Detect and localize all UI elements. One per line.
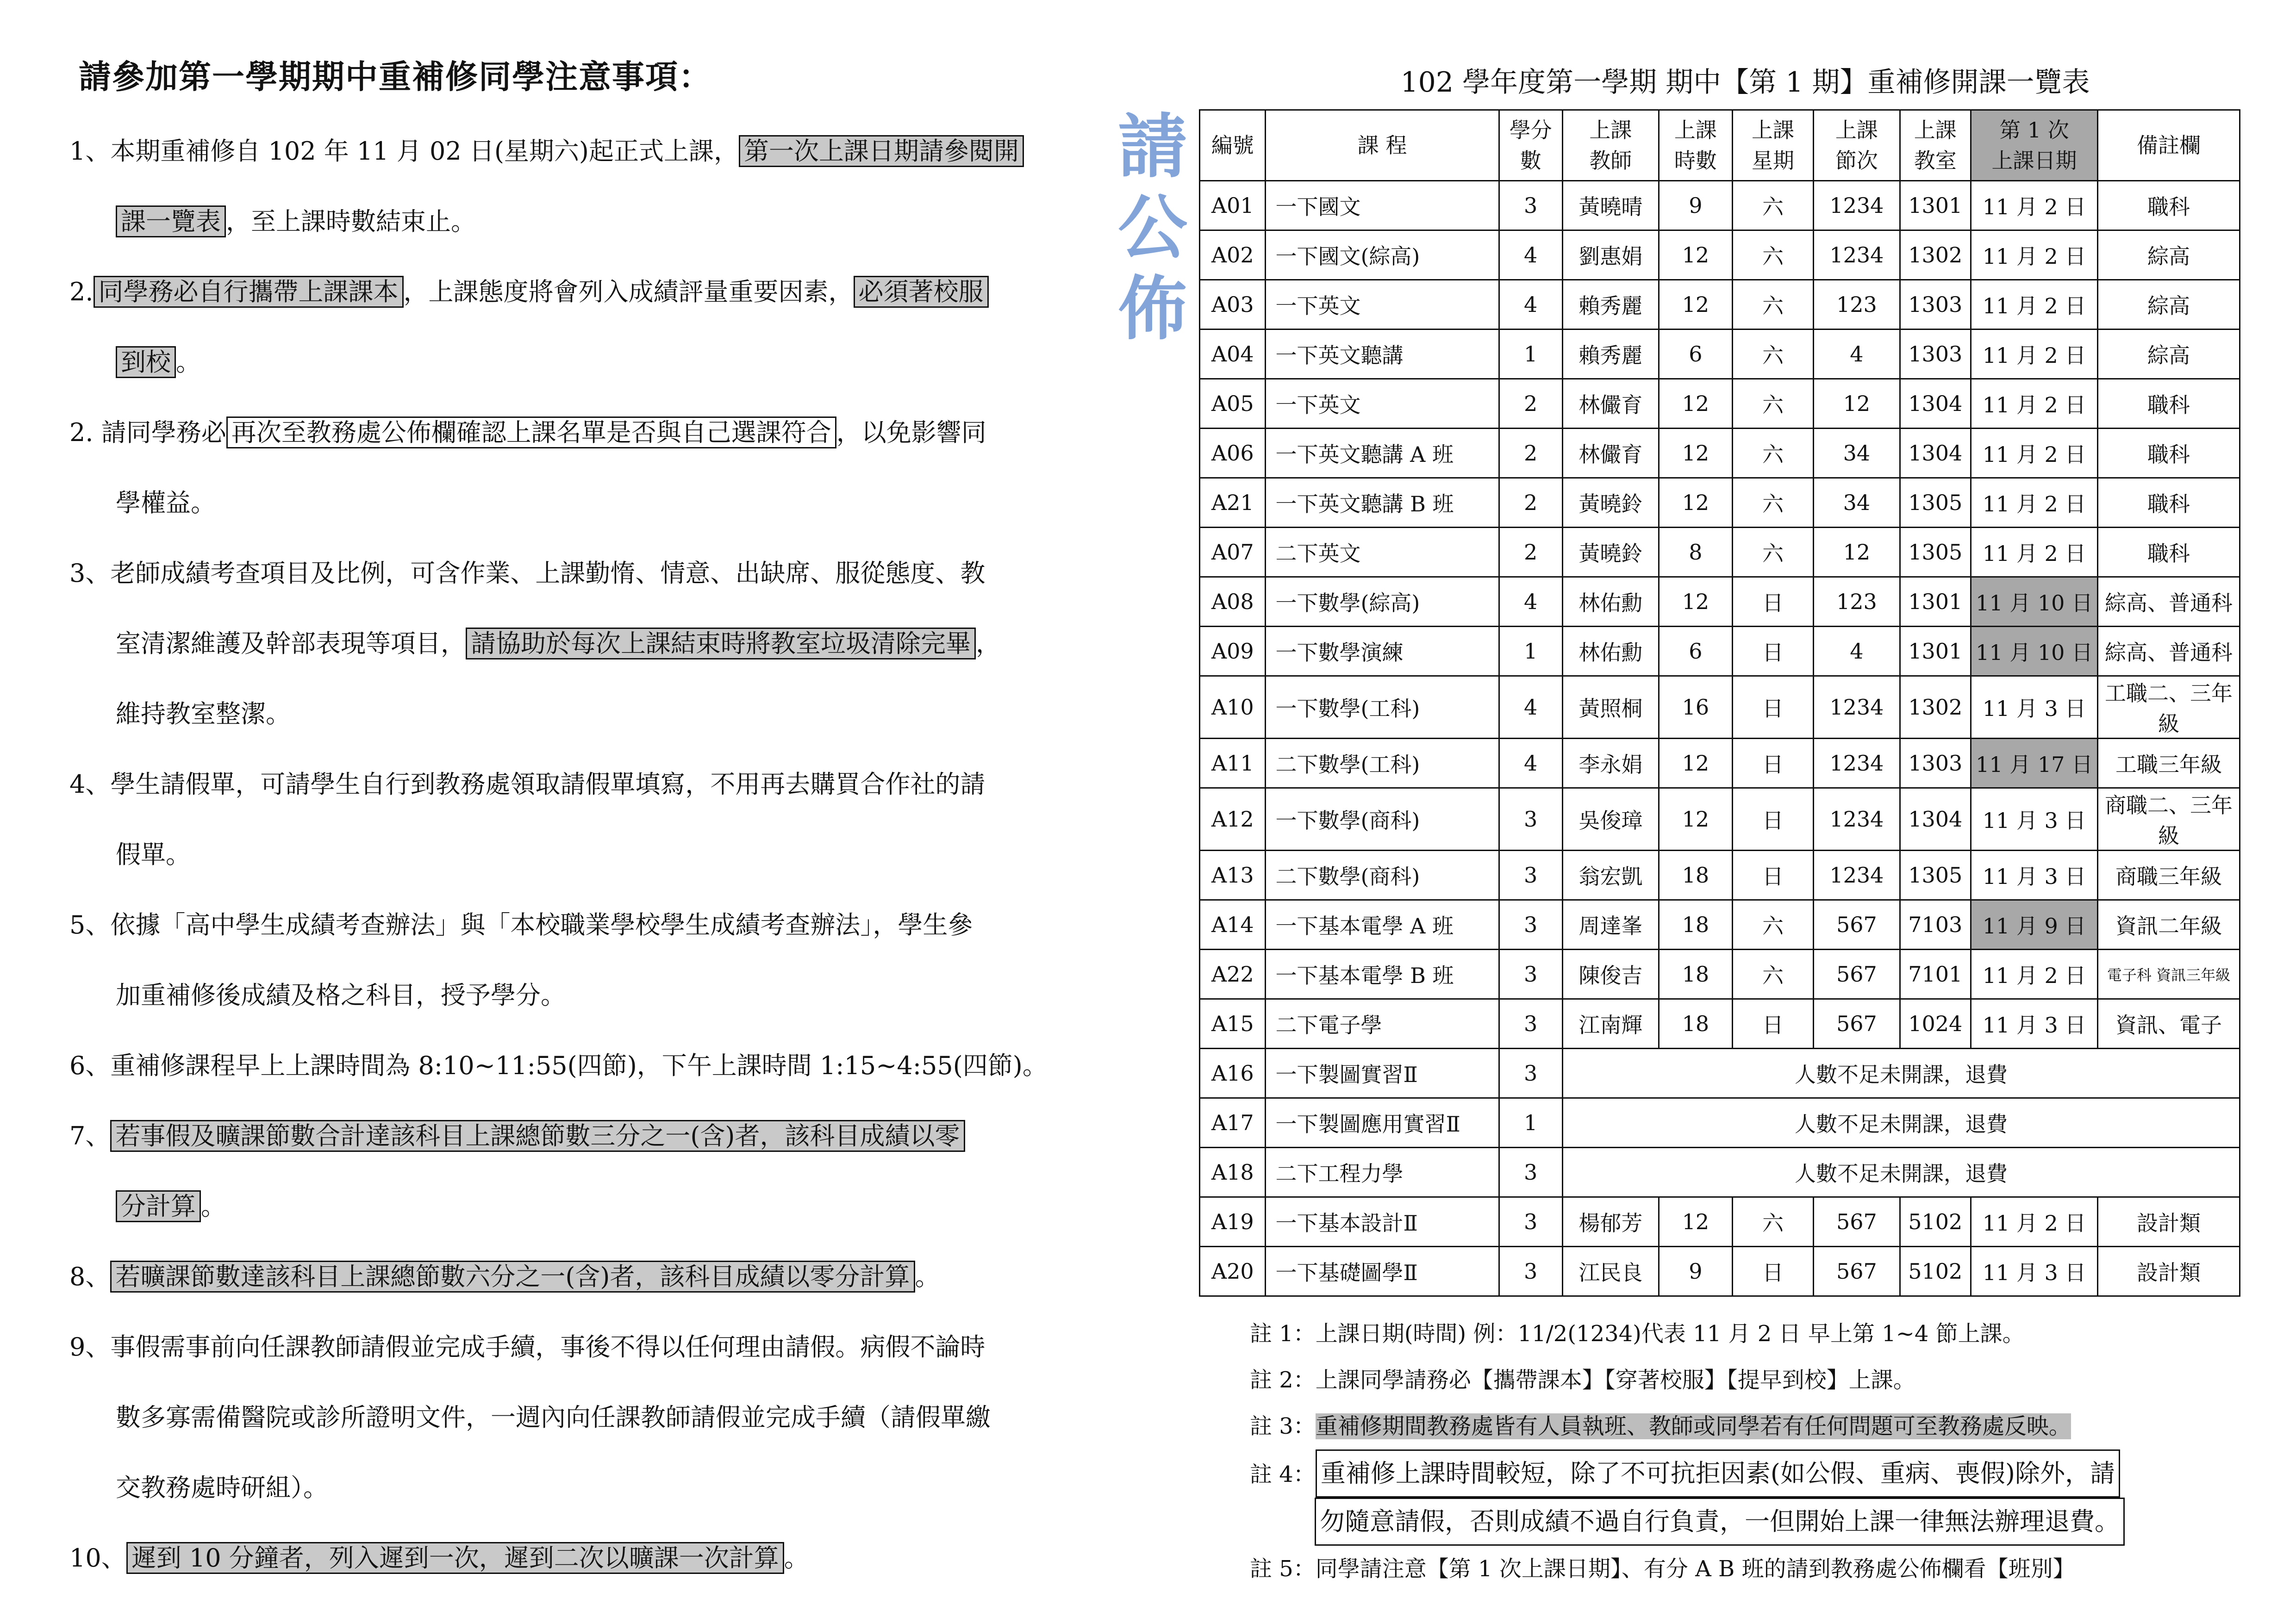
table-cell: 一下數學(工科) [1266,676,1499,739]
table-cell: 1303 [1900,330,1971,379]
table-cell: 一下英文聽講 B 班 [1266,478,1499,528]
table-cell: 職科 [2098,379,2240,429]
note-1: 註 1：上課日期(時間) 例：11/2(1234)代表 11 月 2 日 早上第 1~4 節上課。 [1250,1321,2025,1347]
table-cell: 林佑勳 [1562,627,1659,676]
table-cell: 11 月 2 日 [1971,280,2098,330]
table-cell: 567 [1814,950,1900,999]
rule-3: 3、老師成績考查項目及比例，可含作業、上課勤惰、情意、出缺席、服從態度、教 室清潔維護及幹部表現等項目， 請協助於每次上課結束時將教室垃圾清除完畢 ， 維持教室整潔。 [69,559,1001,728]
header-cell: 上課 節次 [1814,110,1900,181]
table-cell: 11 月 10 日 [1971,627,2098,676]
table-cell: 電子科 資訊三年級 [2098,950,2240,999]
table-cell: A02 [1200,230,1266,280]
table-cell: 一下基本設計Ⅱ [1266,1197,1499,1247]
table-cell: 一下國文 [1266,181,1499,230]
table-cell: 六 [1732,379,1813,429]
table-cell: 江民良 [1562,1247,1659,1296]
table-cell: 12 [1659,379,1732,429]
table-row-cancelled [1200,1098,2240,1148]
table-cell: 日 [1732,788,1813,851]
note-5: 註 5：同學請注意【第 1 次上課日期】、有分 A B 班的請到教務處公佈欄看【班別】 [1250,1556,2075,1582]
table-cell: A10 [1200,676,1266,739]
table-cell: 4 [1499,280,1562,330]
table-cell: A19 [1200,1197,1266,1247]
table-row [1200,676,2240,739]
table-cell: A17 [1200,1098,1266,1148]
table-cell: 12 [1659,230,1732,280]
table-cell: 9 [1659,1247,1732,1296]
table-cell: 六 [1732,478,1813,528]
announcement-stamp [1116,106,1190,349]
table-cell: 日 [1732,1247,1813,1296]
header-cell: 第 1 次 上課日期 [1971,110,2098,181]
table-row-cancelled [1200,1148,2240,1197]
table-cell: 567 [1814,1247,1900,1296]
table-cell: 3 [1499,900,1562,950]
table-cell: A15 [1200,999,1266,1049]
table-cell: 11 月 9 日 [1971,900,2098,950]
course-table [1199,109,2240,1297]
table-cell: 1234 [1814,851,1900,900]
header-cell: 備註欄 [2098,110,2240,181]
table-cell: 1234 [1814,230,1900,280]
header-cell: 上課 教師 [1562,110,1659,181]
table-cell: 3 [1499,181,1562,230]
table-cell: 3 [1499,1148,1562,1197]
table-cell: 4 [1499,577,1562,627]
table-row [1200,1247,2240,1296]
table-cell: 吳俊璋 [1562,788,1659,851]
table-cell: 六 [1732,230,1813,280]
table-row [1200,788,2240,851]
table-cell: 12 [1659,1197,1732,1247]
table-cell: 黃照桐 [1562,676,1659,739]
table-cell: 1301 [1900,577,1971,627]
table-cell: 18 [1659,950,1732,999]
table-cell: A07 [1200,528,1266,577]
table-cell: 1234 [1814,739,1900,788]
table-cell: 11 月 2 日 [1971,330,2098,379]
table-cell: 3 [1499,1049,1562,1098]
table-cell: 3 [1499,950,1562,999]
table-cell: 16 [1659,676,1732,739]
table-cell: 11 月 2 日 [1971,1197,2098,1247]
rule-8: 8、 若曠課節數達該科目上課總節數六分之一(含)者，該科目成績以零分計算 。 [69,1242,1079,1312]
table-cell: 林儼育 [1562,429,1659,478]
table-cell: 5102 [1900,1247,1971,1296]
table-row [1200,230,2240,280]
table-cell: 黃曉鈴 [1562,478,1659,528]
table-row [1200,950,2240,999]
table-cell: 5102 [1900,1197,1971,1247]
table-cell: 11 月 3 日 [1971,1247,2098,1296]
table-cell: 1 [1499,627,1562,676]
table-cell: 1302 [1900,676,1971,739]
table-cell: 3 [1499,1197,1562,1247]
table-cell: 二下數學(工科) [1266,739,1499,788]
table-cell: 1305 [1900,851,1971,900]
table-cell: 1 [1499,1098,1562,1148]
table-cell: 4 [1814,627,1900,676]
table-cell: 一下英文 [1266,280,1499,330]
table-cell: 11 月 10 日 [1971,577,2098,627]
table-cell: 六 [1732,900,1813,950]
table-cell: 11 月 2 日 [1971,528,2098,577]
table-cell: 人數不足未開課，退費 [1562,1098,2240,1148]
table-cell: 日 [1732,851,1813,900]
header-cell: 上課 教室 [1900,110,1971,181]
rule-2: 2. 同學務必自行攜帶上課課本 ，上課態度將會列入成績評量重要因素， 必須著校服 到校 。 [69,257,1079,398]
course-column [1199,60,2245,1592]
table-cell: 567 [1814,999,1900,1049]
table-cell: 1234 [1814,788,1900,851]
table-cell: A05 [1200,379,1266,429]
table-cell: A09 [1200,627,1266,676]
table-cell: 12 [1659,280,1732,330]
table-cell: 123 [1814,577,1900,627]
table-cell: A12 [1200,788,1266,851]
table-cell: 一下數學演練 [1266,627,1499,676]
table-cell: 1024 [1900,999,1971,1049]
table-row-cancelled [1200,1049,2240,1098]
note-4: 註 4： 重補修上課時間較短，除了不可抗拒因素(如公假、重病、喪假)除外，請 勿隨意請假，否則成績不過自行負責，一但開始上課一律無法辦理退費。 [1250,1449,2245,1546]
rule-1: 1、本期重補修自 102 年 11 月 02 日(星期六)起正式上課， 第一次上課日期請參閱開 課一覽表 ，至上課時數結束止。 [69,116,1079,257]
table-cell: A18 [1200,1148,1266,1197]
table-cell: 1304 [1900,788,1971,851]
table-cell: 設計類 [2098,1247,2240,1296]
table-cell: 8 [1659,528,1732,577]
table-cell: 林佑勳 [1562,577,1659,627]
table-row [1200,851,2240,900]
table-cell: 6 [1659,627,1732,676]
table-cell: 賴秀麗 [1562,330,1659,379]
table-cell: 12 [1659,577,1732,627]
table-cell: 2 [1499,379,1562,429]
notice-title: 請參加第一學期期中重補修同學注意事項： [79,57,712,96]
table-cell: 綜高 [2098,230,2240,280]
table-cell: 1305 [1900,478,1971,528]
table-cell: 11 月 2 日 [1971,950,2098,999]
table-cell: 綜高、普通科 [2098,627,2240,676]
table-cell: 一下國文(綜高) [1266,230,1499,280]
table-cell: 一下基本電學 A 班 [1266,900,1499,950]
table-cell: 二下電子學 [1266,999,1499,1049]
table-cell: 商職三年級 [2098,851,2240,900]
table-cell: 人數不足未開課，退費 [1562,1049,2240,1098]
table-cell: 日 [1732,999,1813,1049]
rule-10: 10、 遲到 10 分鐘者，列入遲到一次，遲到二次以曠課一次計算 。 [69,1523,1079,1593]
table-cell: 六 [1732,280,1813,330]
table-cell: 1305 [1900,528,1971,577]
table-cell: 11 月 2 日 [1971,181,2098,230]
rule-9: 9、事假需事前向任課教師請假並完成手續，事後不得以任何理由請假。病假不論時 數多寡需備醫院或診所證明文件，一週內向任課教師請假並完成手續（請假單繳 交教務處時研組）。 [69,1332,991,1502]
table-row [1200,379,2240,429]
table-cell: 職科 [2098,478,2240,528]
table-cell: 4 [1499,230,1562,280]
table-cell: 18 [1659,900,1732,950]
table-cell: 34 [1814,429,1900,478]
table-cell: 3 [1499,999,1562,1049]
table-cell: 11 月 3 日 [1971,999,2098,1049]
table-cell: 3 [1499,788,1562,851]
table-cell: 商職二、三年級 [2098,788,2240,851]
table-row [1200,429,2240,478]
table-cell: 12 [1659,429,1732,478]
table-cell: 一下製圖應用實習Ⅱ [1266,1098,1499,1148]
table-cell: 4 [1814,330,1900,379]
table-cell: 設計類 [2098,1197,2240,1247]
table-cell: 18 [1659,851,1732,900]
table-cell: 2 [1499,429,1562,478]
note-2: 註 2：上課同學請務必【攜帶課本】【穿著校服】【提早到校】上課。 [1250,1367,1915,1393]
table-cell: 567 [1814,1197,1900,1247]
table-cell: 李永娟 [1562,739,1659,788]
table-cell: 567 [1814,900,1900,950]
table-cell: A22 [1200,950,1266,999]
table-cell: 34 [1814,478,1900,528]
table-cell: 1234 [1814,676,1900,739]
table-row [1200,528,2240,577]
table-cell: 9 [1659,181,1732,230]
table-cell: 1303 [1900,280,1971,330]
table-cell: 1302 [1900,230,1971,280]
table-cell: 7101 [1900,950,1971,999]
table-cell: 綜高 [2098,280,2240,330]
table-cell: 資訊、電子 [2098,999,2240,1049]
table-cell: 一下數學(綜高) [1266,577,1499,627]
table-cell: 7103 [1900,900,1971,950]
table-cell: A20 [1200,1247,1266,1296]
table-cell: 3 [1499,851,1562,900]
table-cell: 11 月 2 日 [1971,478,2098,528]
table-row [1200,999,2240,1049]
table-cell: 1303 [1900,739,1971,788]
table-cell: 二下數學(商科) [1266,851,1499,900]
header-cell: 課 程 [1266,110,1499,181]
table-cell: A21 [1200,478,1266,528]
table-cell: 12 [1659,788,1732,851]
header-cell: 上課 星期 [1732,110,1813,181]
table-cell: 工職三年級 [2098,739,2240,788]
table-header-row [1200,110,2240,181]
table-cell: 1234 [1814,181,1900,230]
header-cell: 上課 時數 [1659,110,1732,181]
table-cell: 11 月 3 日 [1971,851,2098,900]
table-cell: 123 [1814,280,1900,330]
table-title: 102 學年度第一學期 期中【第 1 期】重補修開課一覽表 [1400,66,2090,99]
table-row [1200,627,2240,676]
table-cell: A04 [1200,330,1266,379]
table-cell: 4 [1499,676,1562,739]
table-cell: 綜高、普通科 [2098,577,2240,627]
table-cell: 日 [1732,577,1813,627]
table-cell: 11 月 3 日 [1971,788,2098,851]
table-cell: 黃曉晴 [1562,181,1659,230]
table-cell: 江南輝 [1562,999,1659,1049]
table-cell: A16 [1200,1049,1266,1098]
table-cell: 劉惠娟 [1562,230,1659,280]
table-cell: 3 [1499,1247,1562,1296]
table-cell: 12 [1659,478,1732,528]
table-cell: 黃曉鈴 [1562,528,1659,577]
rule-6: 6、重補修課程早上上課時間為 8:10~11:55(四節)，下午上課時間 1:15~4:55(四節)。 [69,1051,1048,1080]
table-cell: 12 [1814,379,1900,429]
table-cell: 一下基本電學 B 班 [1266,950,1499,999]
table-cell: 11 月 2 日 [1971,379,2098,429]
table-cell: 日 [1732,739,1813,788]
table-row [1200,478,2240,528]
notice-column [69,51,1079,1593]
table-cell: A13 [1200,851,1266,900]
table-cell: 4 [1499,739,1562,788]
stamp-char: 請 [1117,106,1187,187]
table-cell: 二下工程力學 [1266,1148,1499,1197]
table-cell: 職科 [2098,181,2240,230]
table-cell: 11 月 2 日 [1971,429,2098,478]
table-cell: 六 [1732,181,1813,230]
table-cell: 一下基礎圖學Ⅱ [1266,1247,1499,1296]
table-cell: 1304 [1900,379,1971,429]
table-cell: 楊郁芳 [1562,1197,1659,1247]
table-cell: 12 [1659,739,1732,788]
header-cell: 學分 數 [1499,110,1562,181]
table-cell: 賴秀麗 [1562,280,1659,330]
table-cell: 12 [1814,528,1900,577]
table-cell: 2 [1499,528,1562,577]
table-row [1200,1197,2240,1247]
table-cell: 六 [1732,950,1813,999]
table-cell: 職科 [2098,528,2240,577]
table-cell: 11 月 17 日 [1971,739,2098,788]
table-cell: 六 [1732,1197,1813,1247]
table-cell: 職科 [2098,429,2240,478]
table-cell: 陳俊吉 [1562,950,1659,999]
table-cell: 2 [1499,478,1562,528]
rule-5: 5、依據「高中學生成績考查辦法」與「本校職業學校學生成績考查辦法」，學生參 加重補修後成績及格之科目，授予學分。 [69,910,973,1010]
table-cell: 六 [1732,528,1813,577]
rule-7: 7、 若事假及曠課節數合計達該科目上課總節數三分之一(含)者，該科目成績以零 分計算 。 [69,1101,1079,1242]
header-cell: 編號 [1200,110,1266,181]
table-cell: 日 [1732,627,1813,676]
table-cell: 人數不足未開課，退費 [1562,1148,2240,1197]
table-cell: 二下英文 [1266,528,1499,577]
table-cell: 1301 [1900,181,1971,230]
rule-4: 4、學生請假單，可請學生自行到教務處領取請假單填寫，不用再去購買合作社的請 假單。 [69,770,986,869]
table-row [1200,181,2240,230]
table-cell: 11 月 2 日 [1971,230,2098,280]
table-cell: 一下英文聽講 [1266,330,1499,379]
table-cell: 六 [1732,429,1813,478]
note-3: 註 3：重補修期間教務處皆有人員執班、教師或同學若有任何問題可至教務處反映。 [1250,1413,2071,1439]
table-cell: 1301 [1900,627,1971,676]
stamp-char: 公 [1117,187,1187,268]
table-cell: 一下英文聽講 A 班 [1266,429,1499,478]
table-cell: 資訊二年級 [2098,900,2240,950]
table-cell: 18 [1659,999,1732,1049]
table-row [1200,900,2240,950]
table-row [1200,280,2240,330]
table-cell: 1 [1499,330,1562,379]
table-cell: 翁宏凱 [1562,851,1659,900]
table-cell: 6 [1659,330,1732,379]
table-cell: 1304 [1900,429,1971,478]
table-notes [1199,1311,2245,1592]
table-cell: 一下數學(商科) [1266,788,1499,851]
table-cell: A01 [1200,181,1266,230]
table-row [1200,739,2240,788]
table-cell: 周達峯 [1562,900,1659,950]
table-cell: 日 [1732,676,1813,739]
table-cell: 綜高 [2098,330,2240,379]
table-cell: A11 [1200,739,1266,788]
table-cell: 一下製圖實習Ⅱ [1266,1049,1499,1098]
rule-2b: 2. 請同學務必 再次至教務處公佈欄確認上課名單是否與自己選課符合 ，以免影響同 學權益。 [69,398,1079,538]
table-cell: A03 [1200,280,1266,330]
table-cell: 11 月 3 日 [1971,676,2098,739]
table-cell: A08 [1200,577,1266,627]
table-cell: 林儼育 [1562,379,1659,429]
stamp-char: 佈 [1117,268,1187,349]
table-row [1200,577,2240,627]
table-row [1200,330,2240,379]
table-cell: 六 [1732,330,1813,379]
table-cell: A06 [1200,429,1266,478]
table-cell: 一下英文 [1266,379,1499,429]
table-cell: A14 [1200,900,1266,950]
table-cell: 工職二、三年級 [2098,676,2240,739]
